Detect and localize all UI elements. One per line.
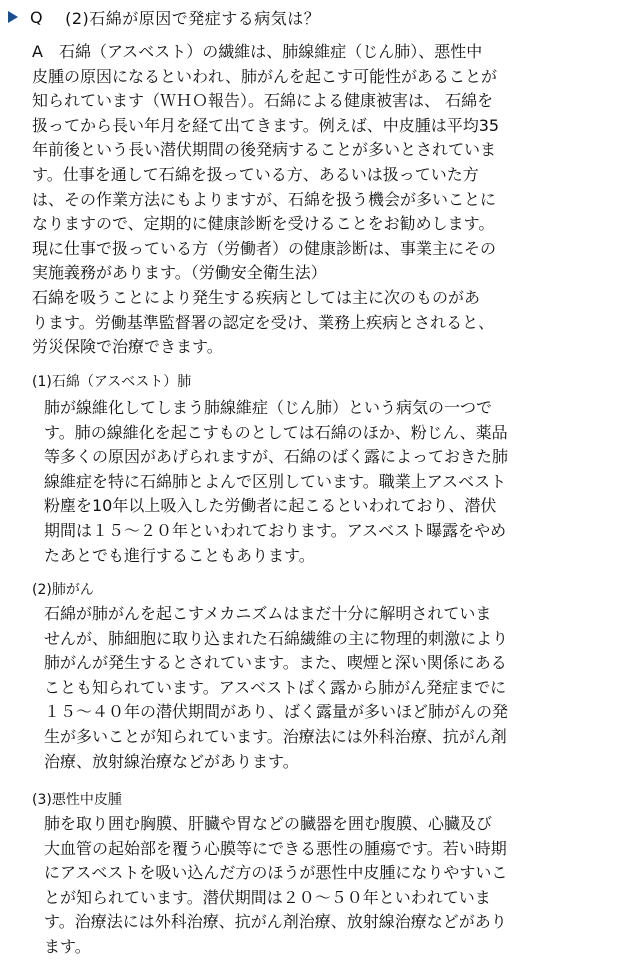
section-body-asbestosis: 肺が線維化してしまう肺線維症（じん肺）という病気の一つで す。肺の線維化を起こすものとしては石綿のほか、粉じん、薬品 等多くの原因があげられますが、石綿のばく露によっておきた肺 線維症を特に石綿肺とよんで区別しています。職業上アスベスト 粉塵を10年以上吸入した労働者に起こるといわれており、潜伏 期間は１５～２０年といわれております。アスベスト曝露をやめ たあとでも進行することもあります。	[44, 398, 509, 565]
section-heading-mesothelioma: (3)悪性中皮腫	[32, 792, 122, 808]
triangle-marker-icon	[8, 11, 18, 23]
question-row	[8, 4, 320, 30]
section-body-lung-cancer: 石綿が肺がんを起こすメカニズムはまだ十分に解明されていま せんが、肺細胞に取り込まれた石綿繊維の主に物理的刺激により 肺がんが発生するとされています。また、喫煙と深い関係にある ことも知られています。アスベストばく露から肺がん発症までに １５～４０年の潜伏期間があり、ばく露量が多いほど肺がんの発 生が多いことが知られています。治療法には外科治療、抗がん剤 治療、放射線治療などがあります。	[44, 604, 509, 771]
section-heading-asbestosis: (1)石綿（アスベスト）肺	[32, 374, 192, 390]
question-title: (2)石綿が原因で発症する病気は？	[65, 8, 321, 28]
section-heading-lung-cancer: (2)肺がん	[32, 582, 94, 598]
answer-block	[32, 40, 614, 360]
answer-paragraph-2: 石綿を吸うことにより発生する疾病としては主に次のものがあ ります。労働基準監督署の認定を受け、業務上疾病とされると、 労災保険で治療できます。	[32, 287, 495, 357]
question-prefix: Q	[30, 7, 44, 27]
section-body-mesothelioma: 肺を取り囲む胸膜、肝臓や胃などの臓器を囲む腹膜、心臓及び 大血管の起始部を覆う心膜等にできる悪性の腫瘍です。若い時期 にアスベストを吸い込んだ方のほうが悪性中皮腫になりやすいこ とが知られています。潜伏期間は２０～５０年といわれていま す。治療法には外科治療、抗がん剤治療、放射線治療などがあり ます。	[44, 814, 508, 956]
answer-paragraph-1: A 石綿（アスベスト）の繊維は、肺線維症（じん肺）、悪性中 皮腫の原因になるといわれ、肺がんを起こす可能性があることが 知られています（ＷＨＯ報告）。石綿による健康被害は、 石綿を 扱ってから長い年月を経て出てきます。例えば、中皮腫は平均35 年前後という長い潜伏期間の後発病することが多いとされていま す。仕事を通して石綿を扱っている方、あるいは扱っていた方 は、その作業方法にもよりますが、石綿を扱う機会が多いことに なりますので、定期的に健康診断を受けることをお勧めします。 現に仕事で扱っている方（労働者）の健康診断は、事業主にその 実施義務があります。（労働安全衛生法）	[32, 42, 500, 283]
